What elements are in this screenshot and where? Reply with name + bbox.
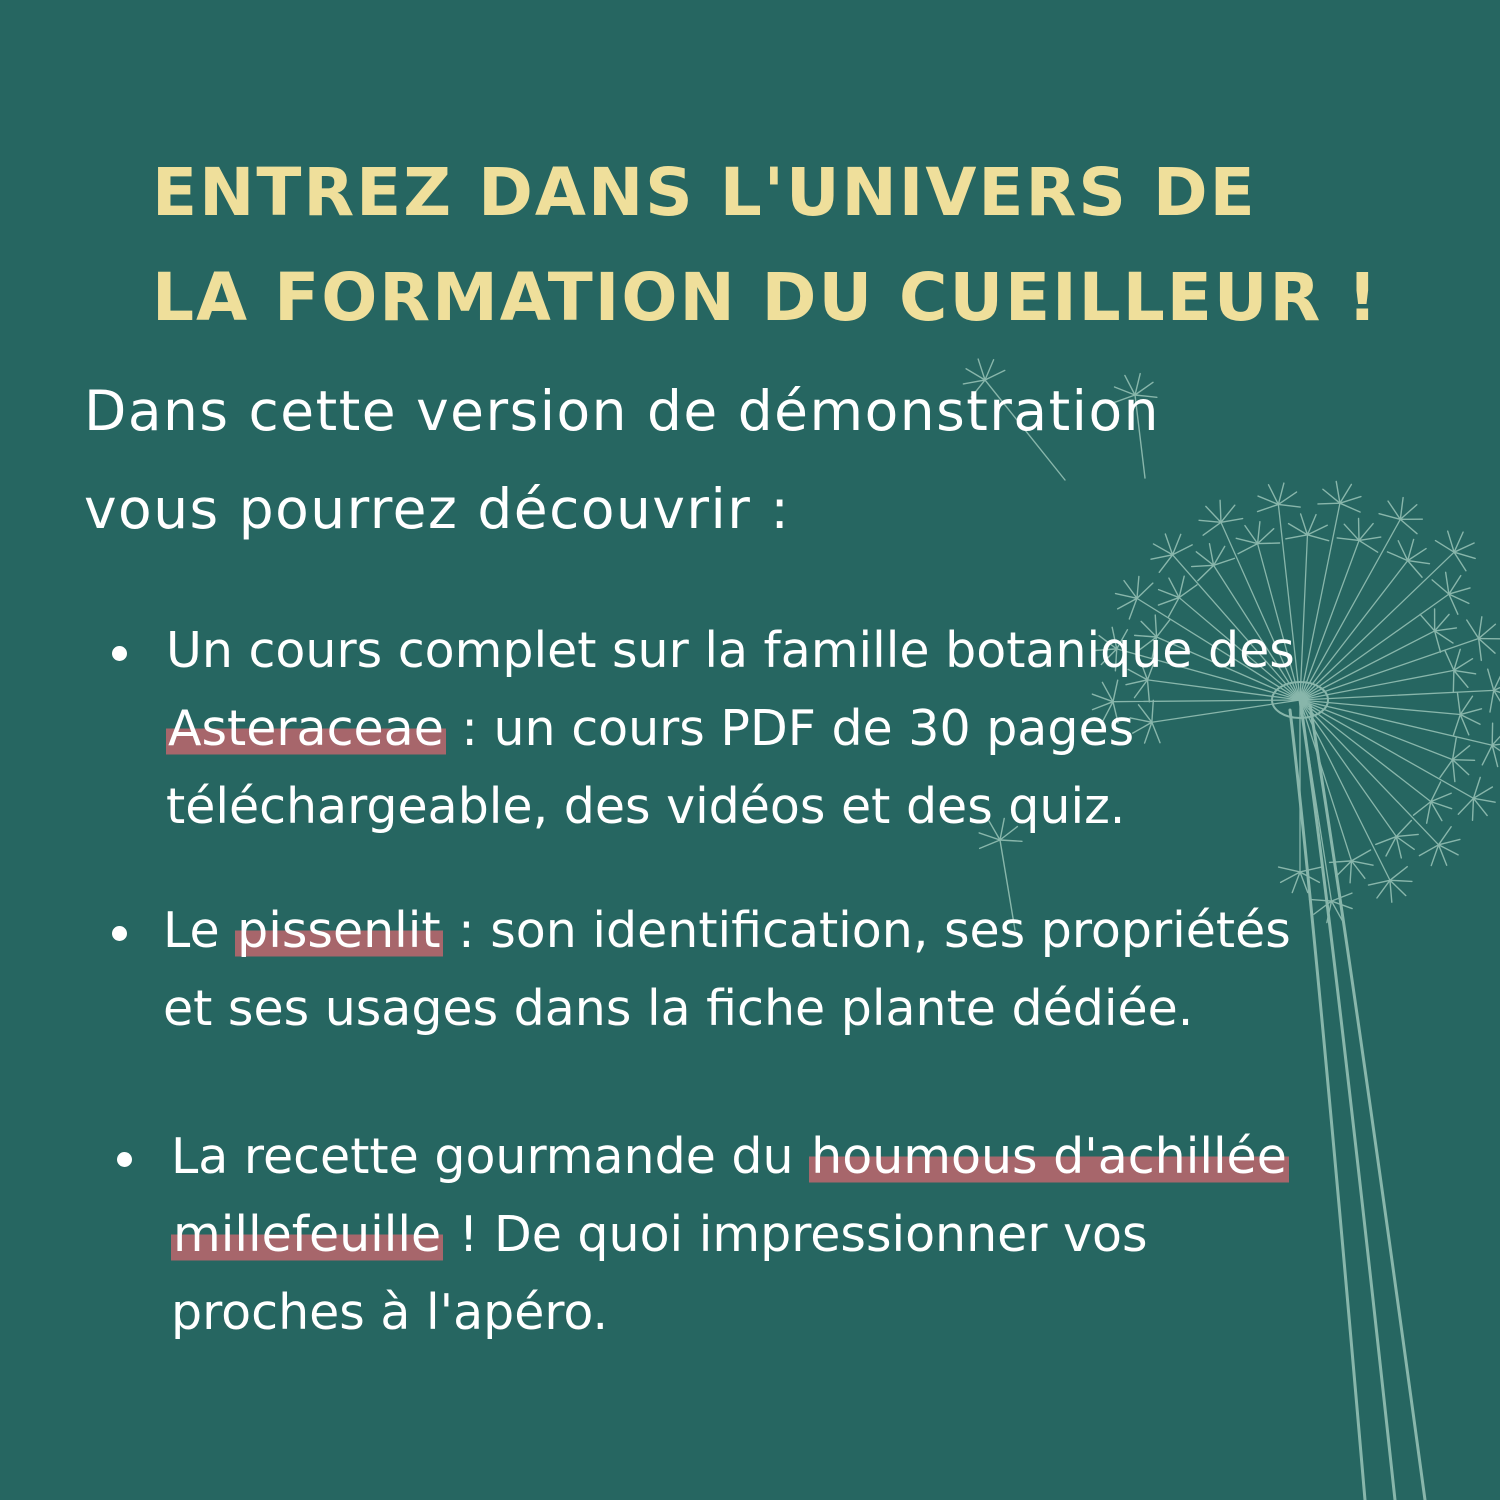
highlight-pissenlit: pissenlit — [237, 902, 441, 959]
bullet-2-line-2: et ses usages dans la fiche plante dédiée. — [163, 980, 1194, 1037]
list-item — [166, 612, 1295, 846]
bullet-1-line-2-text: : un cours PDF de 30 pages — [445, 700, 1135, 757]
bullet-2-line-1-text: : son identification, ses propriétés — [442, 902, 1291, 959]
list-item — [171, 1118, 1289, 1352]
list-item — [163, 892, 1291, 1048]
bullet-3-line-3: proches à l'apéro. — [171, 1284, 609, 1341]
bullet-3-line-2 — [171, 1196, 1289, 1274]
intro-text — [84, 362, 1384, 558]
bullet-dot — [117, 1152, 132, 1167]
intro-line-2: vous pourrez découvrir : — [84, 477, 791, 541]
bullet-3-line-1 — [171, 1118, 1289, 1196]
page-title — [152, 140, 1452, 350]
bullet-dot — [112, 926, 127, 941]
bullet-1-line-3: téléchargeable, des vidéos et des quiz. — [166, 778, 1126, 835]
intro-line-1: Dans cette version de démonstration — [84, 379, 1160, 443]
highlight-houmous: houmous d'achillée — [811, 1128, 1287, 1185]
title-line-1: ENTREZ DANS L'UNIVERS DE — [152, 154, 1257, 231]
highlight-asteraceae: Asteraceae — [168, 700, 444, 757]
title-line-2: LA FORMATION DU CUEILLEUR ! — [152, 259, 1380, 336]
bullet-1-line-1: Un cours complet sur la famille botanique des — [166, 622, 1295, 679]
bullet-3-line-2-text: ! De quoi impressionner vos — [443, 1206, 1148, 1263]
bullet-3-prefix: La recette gourmande du — [171, 1128, 810, 1185]
bullet-dot — [112, 646, 127, 661]
bullet-1-line-2 — [166, 690, 1295, 768]
bullet-2-line-1 — [163, 892, 1291, 970]
highlight-millefeuille: millefeuille — [173, 1206, 442, 1263]
bullet-2-prefix: Le — [163, 902, 236, 959]
